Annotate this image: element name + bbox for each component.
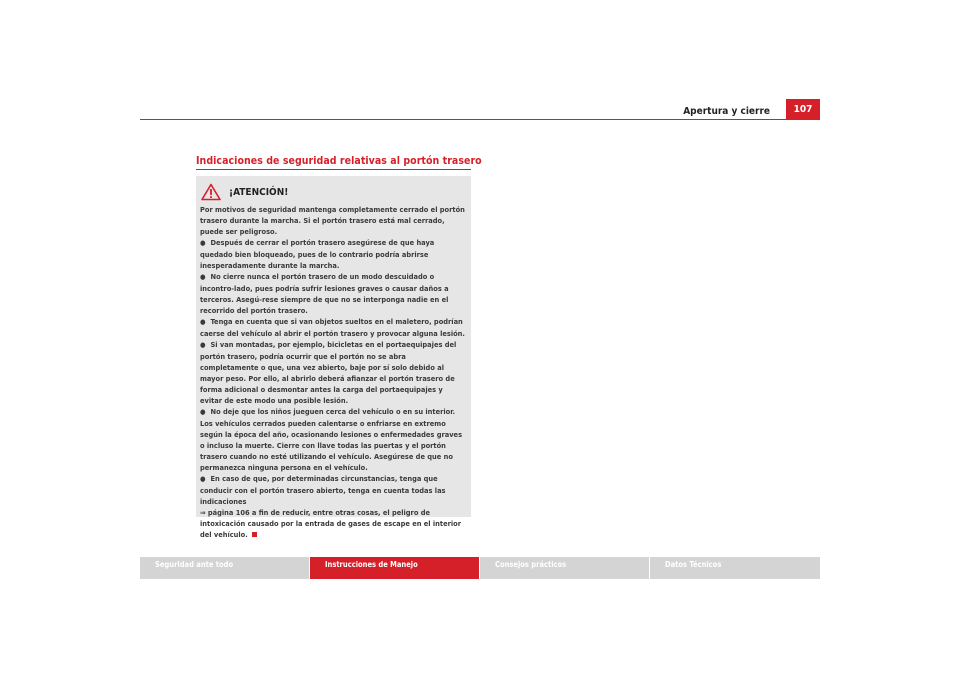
section-divider	[196, 169, 471, 170]
warning-bullet-last	[200, 473, 465, 540]
warning-bullet: ● Tenga en cuenta que si van objetos sueltos en el maletero, podrían caerse del vehículo al abrir el portón trasero y provocar alguna lesión.	[200, 316, 465, 339]
warning-bullet: ● No cierre nunca el portón trasero de un modo descuidado o incontro-lado, pues podría sufrir lesiones graves o causar daños a terceros. Asegú-rese siempre de que no se interponga nadie en el recorrido del portón trasero.	[200, 271, 465, 316]
page-reference-text: página 106 a fin de reducir, entre otras cosas, el peligro de intoxicación causado por la entrada de gases de escape en el interior del vehículo.	[200, 508, 461, 539]
footer-tab-seguridad[interactable]: Seguridad ante todo	[140, 557, 309, 579]
section-title: Indicaciones de seguridad relativas al portón trasero	[196, 155, 482, 167]
page-header-title: Apertura y cierre	[683, 106, 770, 117]
footer-tab-datos[interactable]: Datos Técnicos	[650, 557, 820, 579]
warning-text	[200, 204, 465, 540]
header-divider	[140, 119, 820, 120]
warning-bullet: ● Después de cerrar el portón trasero asegúrese de que haya quedado bien bloqueado, pues de lo contrario podría abrirse inesperadamente durante la marcha.	[200, 237, 465, 271]
page-reference-arrow: ⇒	[200, 508, 206, 517]
footer-tab-consejos[interactable]: Consejos prácticos	[480, 557, 649, 579]
page-number: 107	[786, 99, 820, 119]
warning-bullet: ● Si van montadas, por ejemplo, bicicletas en el portaequipajes del portón trasero, podría ocurrir que el portón no se abra completamente o que, una vez abierto, baje por sí solo debido al mayor peso. Por ello, al abrirlo deberá afianzar el portón trasero de forma adicional o desmontar antes la carga del portaequipajes y evitar de este modo una posible lesión.	[200, 339, 465, 406]
warning-bullet: ● No deje que los niños jueguen cerca del vehículo o en su interior. Los vehículos cerrados pueden calentarse o enfriarse en extremo según la época del año, ocasionando lesiones o enfermedades graves o incluso la muerte. Cierre con llave todas las puertas y el portón trasero cuando no esté utilizando el vehículo. Asegúrese de que no permanezca ninguna persona en el vehículo.	[200, 406, 465, 473]
section-end-marker	[252, 532, 257, 537]
warning-intro: Por motivos de seguridad mantenga completamente cerrado el portón trasero durante la marcha. Si el portón trasero está mal cerrado, puede ser peligroso.	[200, 205, 465, 236]
warning-triangle-icon	[201, 183, 221, 201]
warning-box	[196, 176, 471, 539]
warning-label: ¡ATENCIÓN!	[229, 186, 289, 198]
warning-bullet-text: En caso de que, por determinadas circunstancias, tenga que conducir con el portón trasero abierto, tenga en cuenta todas las indicaciones	[200, 474, 446, 506]
warning-header	[200, 182, 465, 202]
footer-tab-instrucciones[interactable]: Instrucciones de Manejo	[310, 557, 479, 579]
